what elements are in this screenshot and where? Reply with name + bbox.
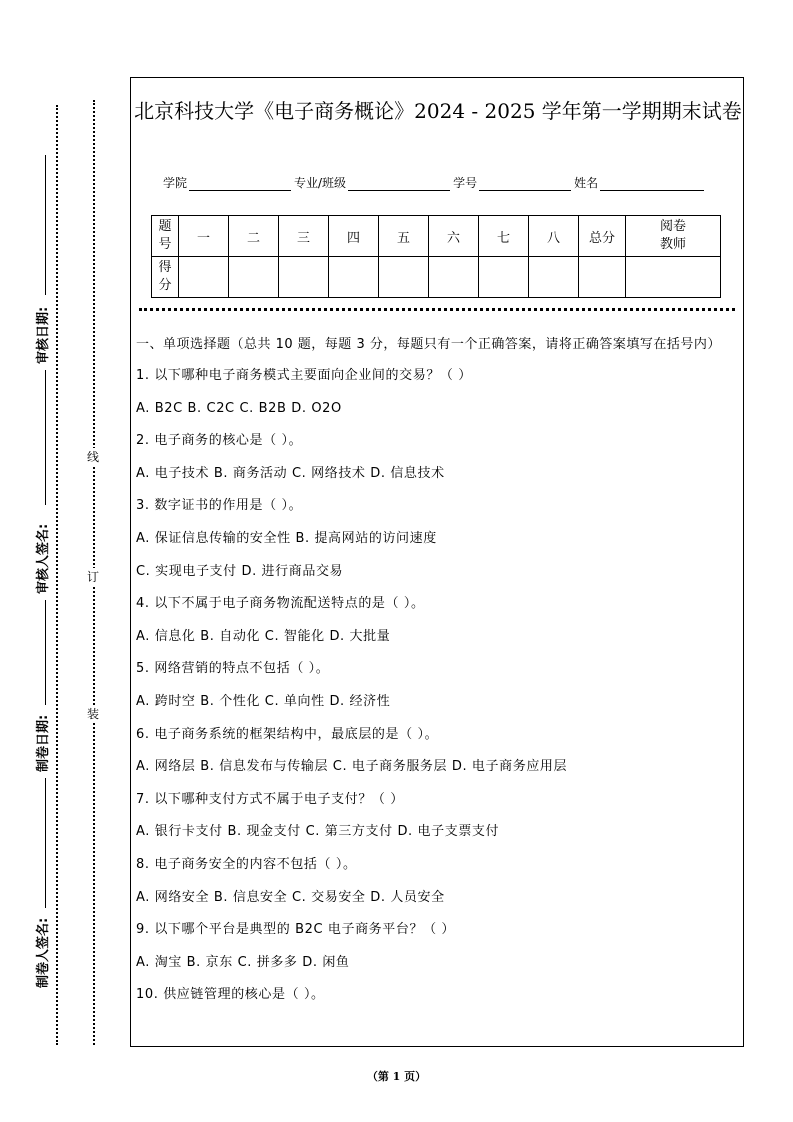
make-date-label: 制卷日期: bbox=[36, 714, 51, 772]
student-id-field[interactable] bbox=[479, 178, 571, 191]
reviewer-sign-label: 审核人签名: bbox=[36, 523, 51, 594]
col-header-4: 四 bbox=[329, 216, 379, 257]
question-line: 9. 以下哪个平台是典型的 B2C 电子商务平台？（ ） bbox=[136, 922, 455, 938]
option-line: A. 保证信息传输的安全性 B. 提高网站的访问速度 bbox=[136, 530, 437, 546]
col-header-7: 七 bbox=[479, 216, 529, 257]
major-class-field[interactable] bbox=[348, 178, 450, 191]
score-cell-8[interactable] bbox=[529, 257, 579, 298]
col-header-6: 六 bbox=[429, 216, 479, 257]
option-line: A. B2C B. C2C C. B2B D. O2O bbox=[136, 400, 342, 416]
score-table-header-row bbox=[152, 216, 721, 257]
question-line: 3. 数字证书的作用是（ ）。 bbox=[136, 498, 303, 514]
exam-title: 北京科技大学《电子商务概论》2024 - 2025 学年第一学期期末试卷 bbox=[134, 99, 742, 123]
score-cell-total[interactable] bbox=[579, 257, 626, 298]
signature-line-1 bbox=[45, 155, 46, 295]
option-line: A. 电子技术 B. 商务活动 C. 网络技术 D. 信息技术 bbox=[136, 465, 445, 481]
grader-header: 阅卷 教师 bbox=[626, 216, 721, 257]
binding-mark-xian: 线 bbox=[87, 450, 100, 464]
score-cell-3[interactable] bbox=[279, 257, 329, 298]
question-line: 6. 电子商务系统的框架结构中，最底层的是（ ）。 bbox=[136, 726, 439, 742]
score-cell-7[interactable] bbox=[479, 257, 529, 298]
option-line: A. 银行卡支付 B. 现金支付 C. 第三方支付 D. 电子支票支付 bbox=[136, 824, 500, 840]
binding-mark-zhuang: 装 bbox=[87, 707, 100, 721]
option-line: A. 淘宝 B. 京东 C. 拼多多 D. 闲鱼 bbox=[136, 954, 350, 970]
signature-line-3 bbox=[45, 600, 46, 705]
score-cell-grader[interactable] bbox=[626, 257, 721, 298]
name-label: 姓名 bbox=[574, 176, 599, 190]
question-line: 2. 电子商务的核心是（ ）。 bbox=[136, 433, 303, 449]
student-id-label: 学号 bbox=[453, 176, 478, 190]
col-header-total: 总分 bbox=[579, 216, 626, 257]
option-line: A. 跨时空 B. 个性化 C. 单向性 D. 经济性 bbox=[136, 693, 391, 709]
question-line: 4. 以下不属于电子商务物流配送特点的是（ ）。 bbox=[136, 596, 425, 612]
review-date-label: 审核日期: bbox=[36, 306, 51, 364]
question-line: 8. 电子商务安全的内容不包括（ ）。 bbox=[136, 856, 357, 872]
score-table bbox=[151, 215, 721, 298]
score-table-score-row bbox=[152, 257, 721, 298]
signature-line-4 bbox=[45, 778, 46, 908]
col-header-2: 二 bbox=[229, 216, 279, 257]
score-cell-4[interactable] bbox=[329, 257, 379, 298]
question-line: 10. 供应链管理的核心是（ ）。 bbox=[136, 987, 325, 1003]
option-line: C. 实现电子支付 D. 进行商品交易 bbox=[136, 563, 344, 579]
student-info-row bbox=[163, 174, 707, 191]
question-area bbox=[136, 334, 736, 1016]
col-header-8: 八 bbox=[529, 216, 579, 257]
dotted-margin-left bbox=[56, 105, 58, 1045]
score-cell-2[interactable] bbox=[229, 257, 279, 298]
score-cell-1[interactable] bbox=[179, 257, 229, 298]
col-header-5: 五 bbox=[379, 216, 429, 257]
question-line: 1. 以下哪种电子商务模式主要面向企业间的交易？（ ） bbox=[136, 368, 472, 383]
signature-line-2 bbox=[45, 370, 46, 505]
col-header-3: 三 bbox=[279, 216, 329, 257]
binding-mark-ding: 订 bbox=[87, 570, 100, 584]
college-field[interactable] bbox=[189, 178, 291, 191]
question-line: 5. 网络营销的特点不包括（ ）。 bbox=[136, 661, 330, 677]
dotted-separator bbox=[139, 308, 735, 311]
college-label: 学院 bbox=[163, 176, 188, 190]
question-line: 7. 以下哪种支付方式不属于电子支付？（ ） bbox=[136, 791, 404, 807]
option-line: A. 网络层 B. 信息发布与传输层 C. 电子商务服务层 D. 电子商务应用层 bbox=[136, 759, 568, 775]
exam-paper bbox=[130, 77, 744, 1047]
score-row-label: 得 分 bbox=[152, 257, 179, 298]
option-line: A. 网络安全 B. 信息安全 C. 交易安全 D. 人员安全 bbox=[136, 889, 445, 905]
name-field[interactable] bbox=[600, 178, 704, 191]
option-line: A. 信息化 B. 自动化 C. 智能化 D. 大批量 bbox=[136, 628, 391, 644]
question-number-header: 题 号 bbox=[152, 216, 179, 257]
page-number: （第 1 页） bbox=[366, 1070, 427, 1083]
score-cell-5[interactable] bbox=[379, 257, 429, 298]
major-class-label: 专业/班级 bbox=[294, 176, 347, 190]
maker-sign-label: 制卷人签名: bbox=[36, 917, 51, 988]
col-header-1: 一 bbox=[179, 216, 229, 257]
section-heading: 一、单项选择题（总共 10 题，每题 3 分，每题只有一个正确答案，请将正确答案填写在括号内） bbox=[136, 337, 721, 352]
score-cell-6[interactable] bbox=[429, 257, 479, 298]
